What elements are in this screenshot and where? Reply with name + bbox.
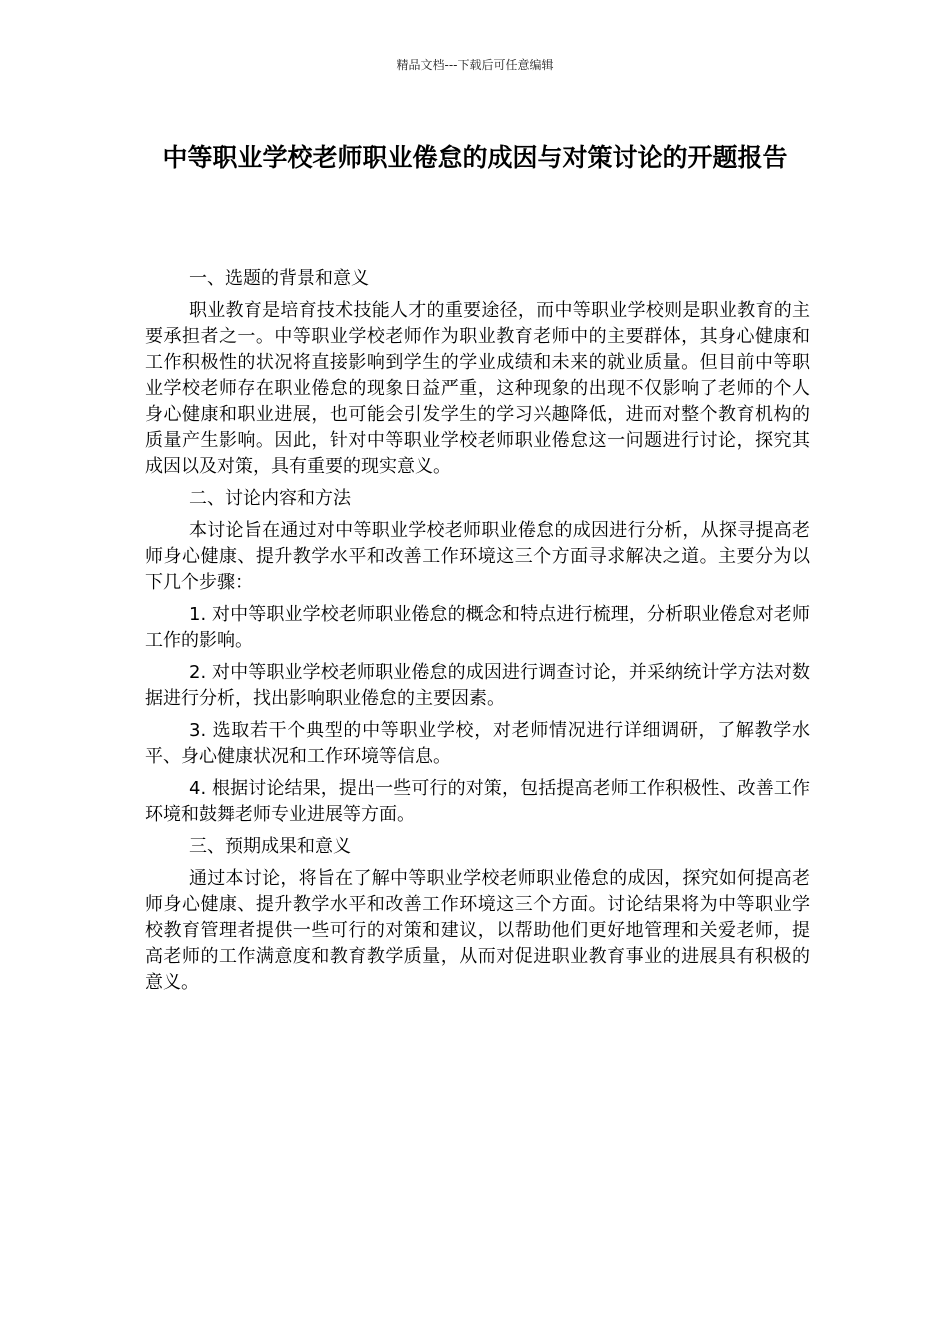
paragraph-method-intro: 本讨论旨在通过对中等职业学校老师职业倦怠的成因进行分析，从探寻提高老师身心健康、提升教学水平和改善工作环境这三个方面寻求解决之道。主要分为以下几个步骤： (145, 520, 810, 593)
list-item-step-4: 4. 根据讨论结果，提出一些可行的对策，包括提高老师工作积极性、改善工作环境和鼓舞老师专业进展等方面。 (145, 778, 810, 825)
list-item-step-2: 2. 对中等职业学校老师职业倦怠的成因进行调查讨论，并采纳统计学方法对数据进行分析，找出影响职业倦怠的主要因素。 (145, 662, 810, 709)
document-body (145, 266, 810, 1002)
section-heading-content-method: 二、讨论内容和方法 (189, 488, 351, 509)
list-item-step-1: 1. 对中等职业学校老师职业倦怠的概念和特点进行梳理，分析职业倦怠对老师工作的影响。 (145, 604, 810, 651)
page-header: 精品文档---下载后可任意编辑 (396, 58, 554, 72)
paragraph-background: 职业教育是培育技术技能人才的重要途径，而中等职业学校则是职业教育的主要承担者之一。中等职业学校老师作为职业教育老师中的主要群体，其身心健康和工作积极性的状况将直接影响到学生的学业成绩和未来的就业质量。但目前中等职业学校老师存在职业倦怠的现象日益严重，这种现象的出现不仅影响了老师的个人身心健康和职业进展，也可能会引发学生的学习兴趣降低，进而对整个教育机构的质量产生影响。因此，针对中等职业学校老师职业倦怠这一问题进行讨论，探究其成因以及对策，具有重要的现实意义。 (145, 300, 810, 477)
section-heading-expected-results: 三、预期成果和意义 (189, 836, 351, 857)
list-item-step-3: 3. 选取若干个典型的中等职业学校，对老师情况进行详细调研，了解教学水平、身心健康状况和工作环境等信息。 (145, 720, 810, 767)
document-title: 中等职业学校老师职业倦怠的成因与对策讨论的开题报告 (162, 143, 788, 172)
paragraph-expected-results: 通过本讨论，将旨在了解中等职业学校老师职业倦怠的成因，探究如何提高老师身心健康、提升教学水平和改善工作环境这三个方面。讨论结果将为中等职业学校教育管理者提供一些可行的对策和建议，以帮助他们更好地管理和关爱老师，提高老师的工作满意度和教育教学质量，从而对促进职业教育事业的进展具有积极的意义。 (145, 868, 810, 993)
section-heading-background: 一、选题的背景和意义 (189, 268, 369, 289)
